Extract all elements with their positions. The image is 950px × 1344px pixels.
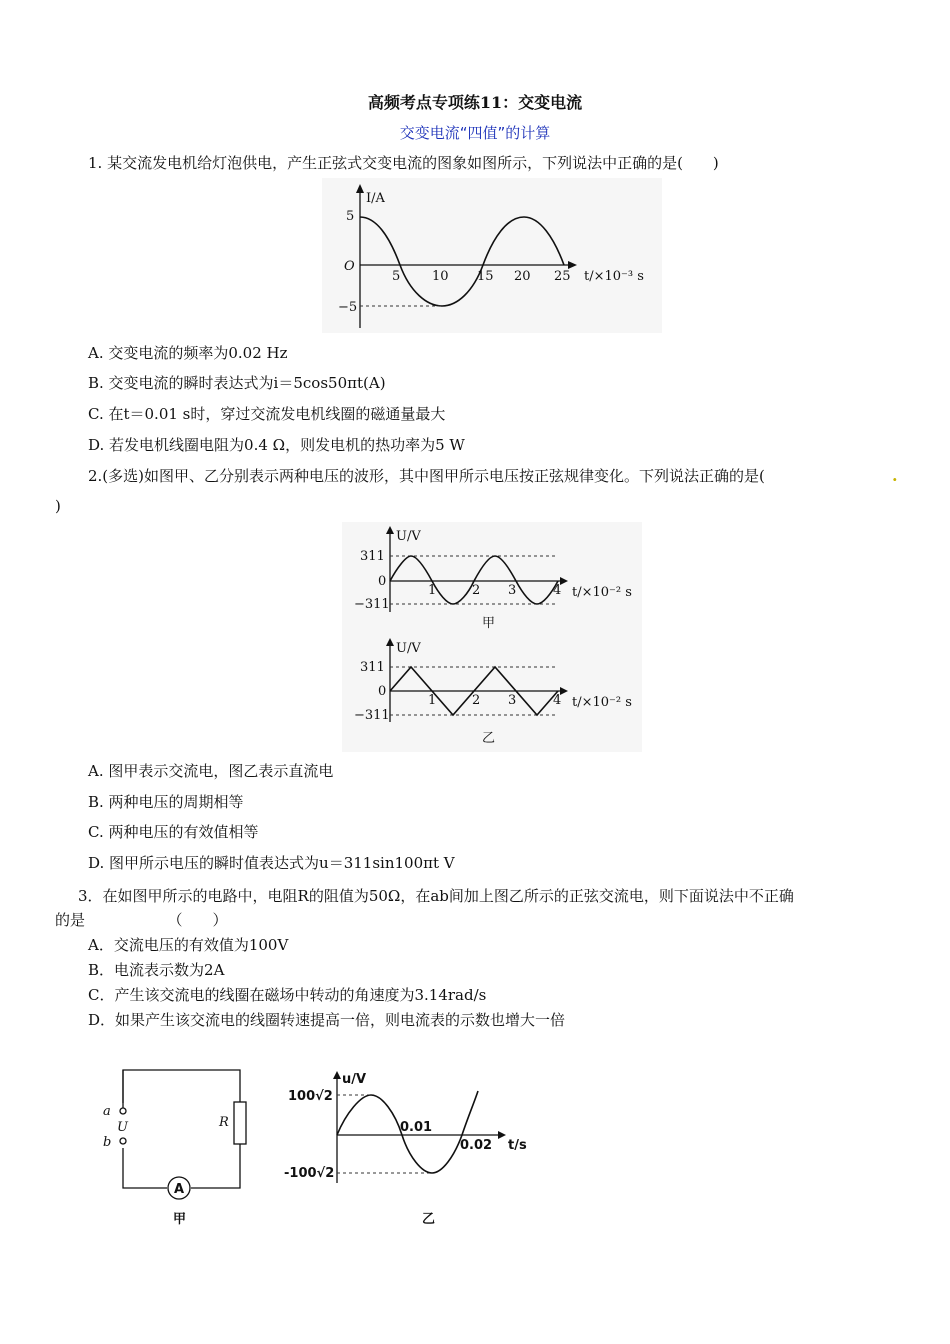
q3-stem-line2: 的是 （ ） xyxy=(55,911,228,929)
q3-option-a: A．交流电压的有效值为100V xyxy=(88,936,289,954)
q2-yi-x-tick: 2 xyxy=(472,693,481,708)
page-title: 高频考点专项练11：交变电流 xyxy=(367,93,583,112)
q3-y-label: u/V xyxy=(342,1072,367,1087)
q2-stem-close: ) xyxy=(55,497,61,515)
q1-option-a: A. 交变电流的频率为0.02 Hz xyxy=(88,344,288,362)
q1-x-tick: 15 xyxy=(477,269,494,284)
q2-jia-x-label: t/×10⁻² s xyxy=(572,585,632,600)
q2-jia-x-tick: 1 xyxy=(428,583,437,598)
q2-yi-y-tick: 0 xyxy=(378,684,387,699)
q3-circuit-diagram xyxy=(95,1060,265,1235)
q2-jia-y-label: U/V xyxy=(396,529,421,544)
q1-y-tick-max: 5 xyxy=(346,209,355,224)
q3-stem: 3．在如图甲所示的电路中，电阻R的阻值为50Ω，在ab间加上图乙所示的正弦交流电，则下面说法中不正确 xyxy=(78,887,794,905)
q2-jia-y-tick: 311 xyxy=(360,549,385,564)
q2-yi-y-tick: −311 xyxy=(354,708,390,723)
q1-x-tick: 20 xyxy=(514,269,531,284)
q1-origin: O xyxy=(344,259,355,274)
q2-jia-x-tick: 2 xyxy=(472,583,481,598)
q2-option-a: A. 图甲表示交流电，图乙表示直流电 xyxy=(88,762,334,780)
q1-option-c: C. 在t＝0.01 s时，穿过交流发电机线圈的磁通量最大 xyxy=(88,405,446,423)
q1-y-tick-min: −5 xyxy=(338,300,358,315)
ammeter-label: A xyxy=(174,1182,185,1197)
q2-jia-caption: 甲 xyxy=(482,616,496,631)
q2-jia-y-tick: 0 xyxy=(378,574,387,589)
terminal-b xyxy=(120,1138,126,1144)
q1-x-tick: 25 xyxy=(554,269,571,284)
label-u: U xyxy=(117,1120,128,1135)
q2-yi-x-label: t/×10⁻² s xyxy=(572,695,632,710)
q1-stem: 1. 某交流发电机给灯泡供电，产生正弦式交变电流的图象如图所示，下列说法中正确的是( ) xyxy=(88,154,719,172)
q3-y-max: 100√2 xyxy=(288,1089,333,1104)
q1-x-tick: 10 xyxy=(432,269,449,284)
q1-option-d: D. 若发电机线圈电阻为0.4 Ω，则发电机的热功率为5 W xyxy=(88,436,465,454)
q3-graph-caption: 乙 xyxy=(422,1212,436,1227)
q2-jia-y-tick: −311 xyxy=(354,597,390,612)
q2-yi-x-tick: 4 xyxy=(553,693,562,708)
q1-current-graph xyxy=(322,178,662,333)
q1-option-b: B. 交变电流的瞬时表达式为i＝5cos50πt(A) xyxy=(88,374,386,392)
q1-x-label: t/×10⁻³ s xyxy=(584,269,644,284)
q2-stem: 2.(多选)如图甲、乙分别表示两种电压的波形，其中图甲所示电压按正弦规律变化。下列说法正确的是( xyxy=(88,467,765,485)
q2-yi-x-tick: 1 xyxy=(428,693,437,708)
q2-yi-caption: 乙 xyxy=(482,731,496,746)
q2-yi-y-tick: 311 xyxy=(360,660,385,675)
q2-option-d: D. 图甲所示电压的瞬时值表达式为u＝311sin100πt V xyxy=(88,854,455,872)
q3-x-label: t/s xyxy=(508,1138,527,1153)
label-r: R xyxy=(219,1115,229,1130)
q2-option-b: B. 两种电压的周期相等 xyxy=(88,793,244,811)
q3-x-tick: 0.02 xyxy=(460,1138,493,1153)
q2-option-c: C. 两种电压的有效值相等 xyxy=(88,823,259,841)
label-a: a xyxy=(103,1104,111,1119)
q2-jia-x-tick: 3 xyxy=(508,583,517,598)
resistor xyxy=(234,1102,246,1144)
q2-yi-x-tick: 3 xyxy=(508,693,517,708)
q2-yi-y-label: U/V xyxy=(396,641,421,656)
section-subtitle: 交变电流“四值”的计算 xyxy=(399,124,551,142)
terminal-a xyxy=(120,1108,126,1114)
q2-voltage-figures xyxy=(342,522,642,752)
q1-y-label: I/A xyxy=(366,191,385,206)
q3-option-c: C．产生该交流电的线圈在磁场中转动的角速度为3.14rad/s xyxy=(88,986,487,1004)
q3-option-d: D．如果产生该交流电的线圈转速提高一倍，则电流表的示数也增大一倍 xyxy=(88,1011,566,1029)
q3-voltage-graph xyxy=(282,1063,532,1233)
q3-y-min: -100√2 xyxy=(284,1166,335,1181)
q3-circuit-caption: 甲 xyxy=(173,1212,187,1227)
q3-x-tick: 0.01 xyxy=(400,1120,433,1135)
label-b: b xyxy=(103,1135,112,1150)
stray-mark: . xyxy=(892,466,898,485)
q3-option-b: B．电流表示数为2A xyxy=(88,961,225,979)
q1-x-tick: 5 xyxy=(392,269,401,284)
q2-jia-x-tick: 4 xyxy=(553,583,562,598)
